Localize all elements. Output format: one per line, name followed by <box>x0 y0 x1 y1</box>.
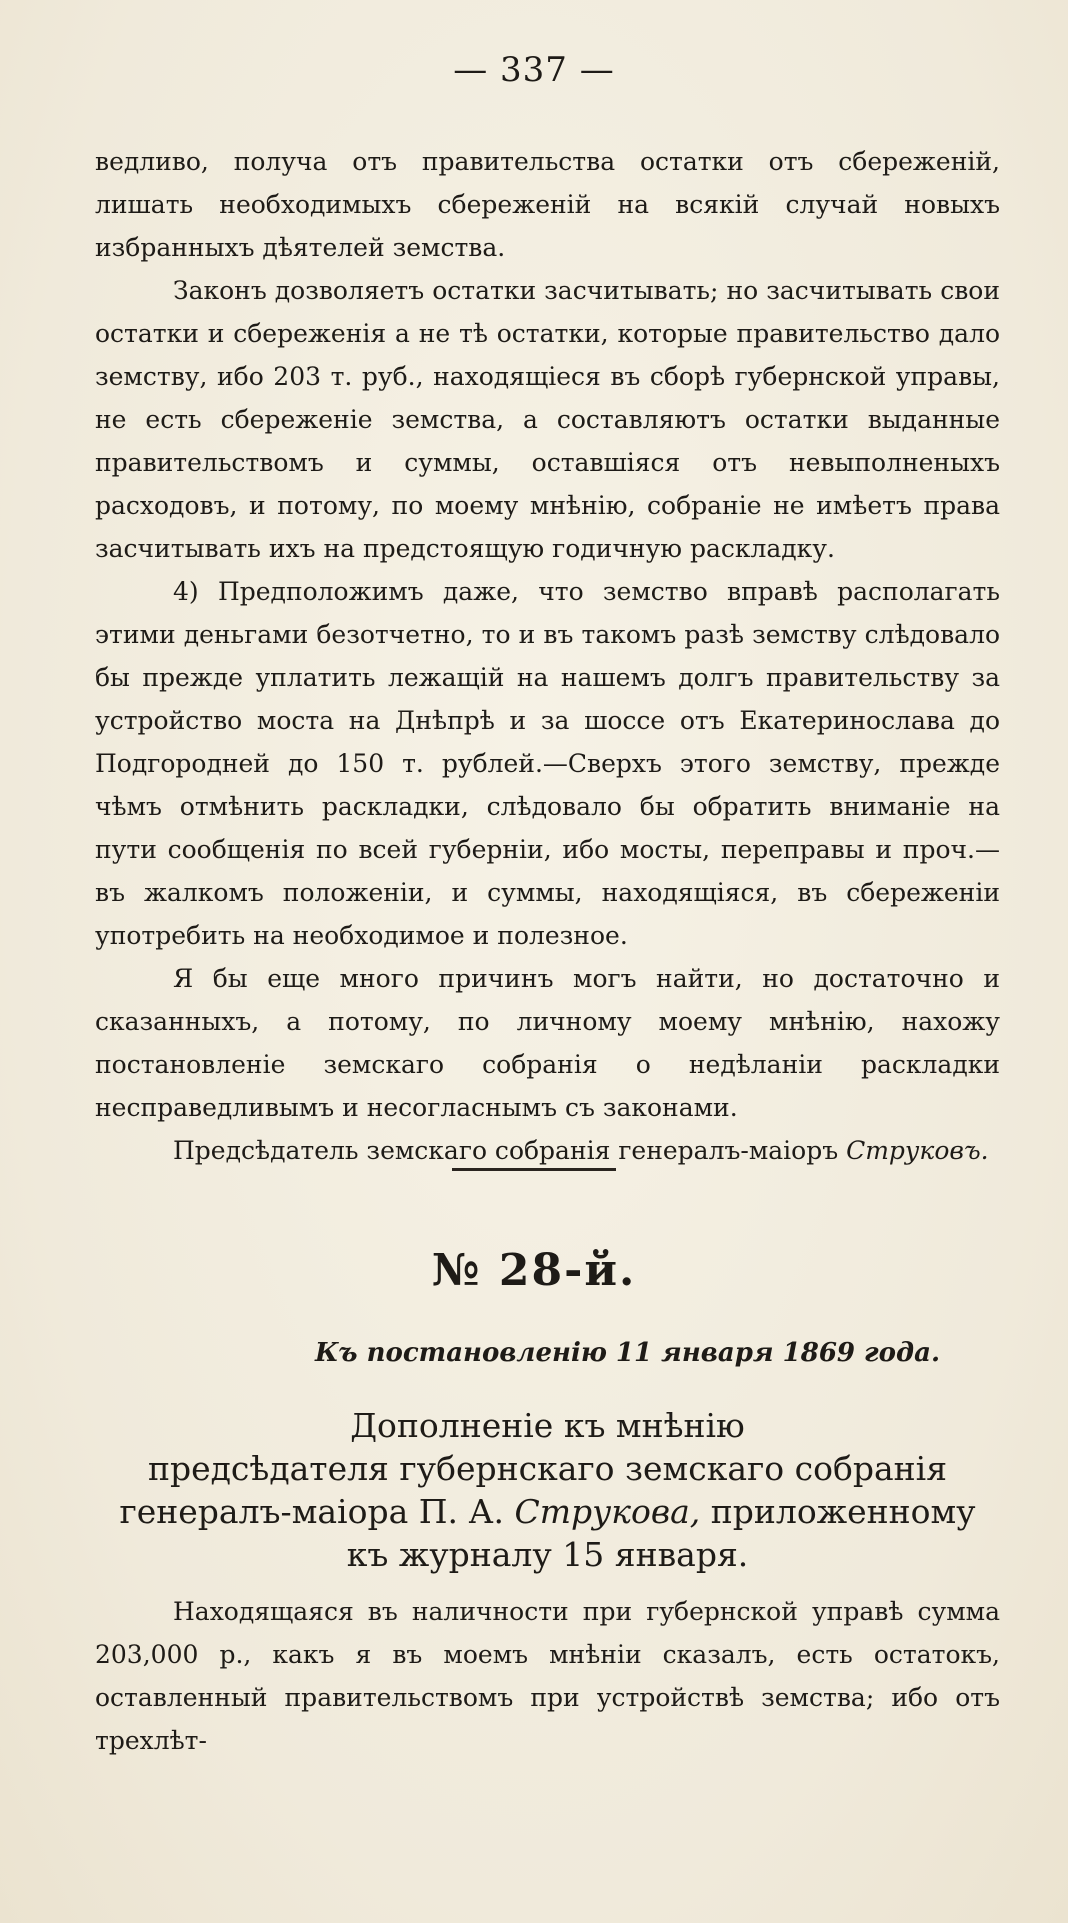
paragraph-remainder: Находящаяся въ наличности при губернской управѣ сумма 203,000 р., какъ я въ моемъ мнѣніи сказалъ, есть остатокъ, оставленный правительствомъ при устройствѣ земства; ибо отъ трехлѣт- <box>95 1597 1000 1755</box>
signature-name: Струковъ. <box>846 1136 989 1165</box>
paragraph-point-4: 4) Предположимъ даже, что земство вправѣ располагать этими деньгами безотчетно, то и въ такомъ разѣ земству слѣдовало бы прежде уплатить лежащій на нашемъ долгъ правительству за устройство моста на Днѣпрѣ и за шоссе отъ Екатеринослава до Подгородней до 150 т. рублей.—Сверхъ этого земству, прежде чѣмъ отмѣнить раскладки, слѣдовало бы обратить вниманіе на пути сообщенія по всей губерніи, ибо мосты, переправы и проч.— въ жалкомъ положеніи, и суммы, находящіяся, въ сбереженіи употребить на необходимое и полезное. <box>95 577 1000 950</box>
heading-text-post: приложенному къ журналу 15 января. <box>346 1492 976 1574</box>
heading-line-1: Дополненіе къ мнѣнію <box>350 1406 745 1445</box>
signature-text: Предсѣдатель земскаго собранія генералъ-маіоръ <box>173 1136 839 1165</box>
section-divider <box>452 1168 616 1171</box>
paragraph-law: Законъ дозволяетъ остатки засчитывать; но засчитывать свои остатки и сбереженія а не тѣ остатки, которые правительство дало земству, ибо 203 т. руб., находящіеся въ сборѣ губернской управы, не есть сбереженіе земства, а составляютъ остатки выданные правительствомъ и суммы, оставшіяся отъ невыполненыхъ расходовъ, и потому, по моему мнѣнію, собраніе не имѣетъ права засчитывать ихъ на предстоящую годичную раскладку. <box>95 276 1000 563</box>
heading-line-2 <box>95 1447 1000 1576</box>
paragraph-conclusion: Я бы еще много причинъ могъ найти, но достаточно и сказанныхъ, а потому, по личному моему мнѣнію, нахожу постановленіе земскаго собранія о недѣланіи раскладки несправедливымъ и несогласнымъ съ законами. <box>95 964 1000 1122</box>
resolution-reference: Къ постановленію 11 января 1869 года. <box>315 1338 940 1368</box>
document-number: № 28-й. <box>431 1245 637 1296</box>
heading-text-pre: предсѣдателя губернскаго земскаго собранія генералъ-маіора П. А. <box>119 1449 948 1531</box>
body-text-bottom <box>95 1590 1000 1762</box>
paragraph-continuation: ведливо, получа отъ правительства остатки отъ сбереженій, лишать необходимыхъ сбереженій на всякій случай новыхъ избранныхъ дѣятелей земства. <box>95 147 1000 262</box>
page-number: — 337 — <box>453 50 615 90</box>
body-text-top <box>95 140 1000 1172</box>
section-heading <box>95 1404 1000 1576</box>
heading-name: Струкова, <box>514 1492 701 1531</box>
signature-line <box>95 1129 1000 1172</box>
